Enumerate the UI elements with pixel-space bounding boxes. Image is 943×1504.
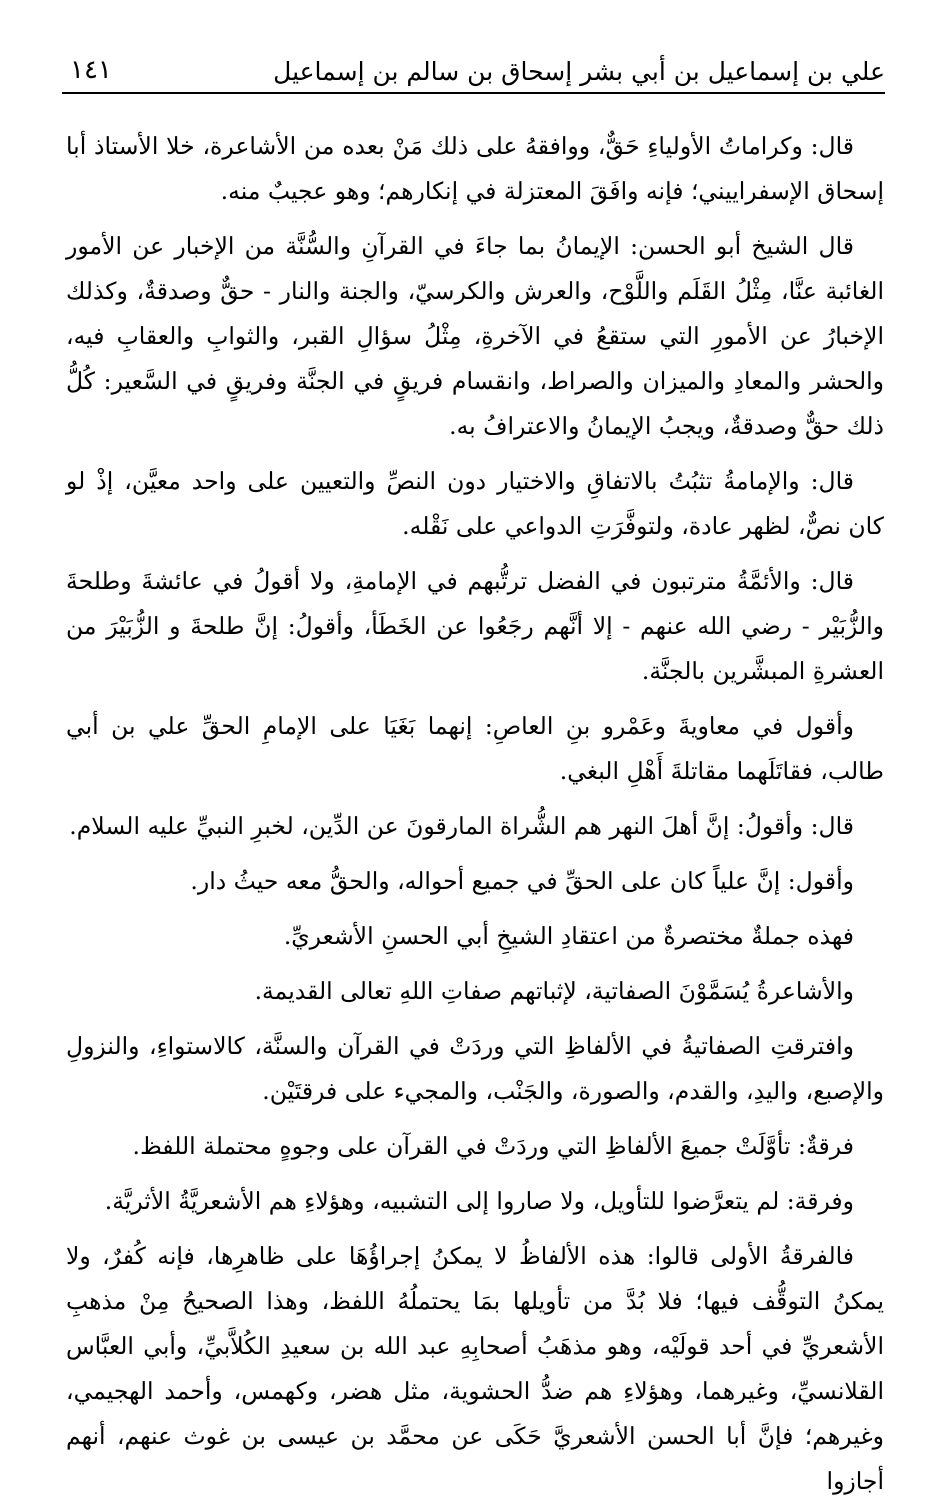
paragraph-imamah: قال: والإمامةُ تثبُتُ بالاتفاقِ والاختيار دون النصِّ والتعيين على واحد معيَّن، إذْ لو كان نصٌّ، لظهر عادة، ولتوفَّرَتِ الدواعي على نَقْله. [66, 467, 884, 540]
paragraph-karamat: قال: وكراماتُ الأولياءِ حَقٌّ، ووافقهُ على ذلك مَنْ بعده من الأشاعرة، خلا الأستاذ أبا إسحاق الإسفراييني؛ فإنه وافَقَ المعتزلة في إنكارهم؛ وهو عجيبٌ منه. [66, 132, 884, 205]
paragraph-firqah-1: فرقةٌ: تأوَّلَتْ جميعَ الألفاظِ التي وردَتْ في القرآن على وجوهٍ محتملة اللفظ. [132, 1132, 854, 1160]
running-header [62, 48, 885, 94]
paragraph-firqah-2: وفرقة: لم يتعرَّضوا للتأويل، ولا صاروا إلى التشبيه، وهؤلاءِ هم الأشعريَّةُ الأثريَّة. [104, 1187, 854, 1215]
header-rule [62, 92, 885, 94]
paragraph-muawiyah: وأقول في معاويةَ وعَمْرو بنِ العاصِ: إنهما بَغَيَا على الإمامِ الحقِّ علي بن أبي طالب، فقاتَلَهما مقاتلةَ أَهْلِ البغي. [66, 712, 884, 785]
paragraph-iman: قال الشيخ أبو الحسن: الإيمانُ بما جاءَ في القرآنِ والسُّنَّة من الإخبار عن الأمور الغائبة عنَّا، مِثْلُ القَلَم واللَّوْح، والعرش والكرسيّ، والجنة والنار - حقٌّ وصدقةٌ، وكذلك الإخبارُ عن الأمورِ التي ستقعُ في الآخرةِ، مِثْلُ سؤالِ القبر، والثوابِ والعقابِ فيه، والحشر والمعادِ والميزان والصراط، وانقسام فريقٍ في الجنَّة وفريقٍ في السَّعير: كُلُّ ذلك حقٌّ وصدقةٌ، ويجبُ الإيمانُ والاعترافُ به. [66, 232, 884, 440]
paragraph-sifatiyyah: والأشاعرةُ يُسَمَّوْنَ الصفاتية، لإثباتهم صفاتِ اللهِ تعالى القديمة. [254, 977, 854, 1005]
paragraph-iftiraq: وافترقتِ الصفاتيةُ في الألفاظِ التي وردَتْ في القرآن والسنَّة، كالاستواءِ، والنزولِ والإصبع، واليدِ، والقدم، والصورة، والجَنْب، والمجيء على فرقتَيْن. [66, 1032, 884, 1105]
paragraph-ali: وأقول: إنَّ علياً كان على الحقِّ في جميع أحواله، والحقُّ معه حيثُ دار. [190, 867, 854, 895]
page-number: ١٤١ [70, 55, 112, 85]
body-text [66, 124, 885, 1495]
running-title: علي بن إسماعيل بن أبي بشر إسحاق بن سالم بن إسماعيل [273, 57, 885, 86]
paragraph-aimmah: قال: والأئمَّةُ مترتبون في الفضل ترتُّبهم في الإمامةِ، ولا أقولُ في عائشةَ وطلحةَ والزُّبَيْر - رضي الله عنهم - إلا أنَّهم رجَعُوا عن الخَطَأ، وأقولُ: إنَّ طلحةَ و الزُّبَيْرَ من العشرةِ المبشَّرين بالجنَّة. [66, 567, 884, 685]
paragraph-summary: فهذه جملةٌ مختصرةٌ من اعتقادِ الشيخِ أبي الحسنِ الأشعريِّ. [283, 922, 854, 950]
paragraph-ahl-alnahr: قال: وأقولُ: إنَّ أهلَ النهر هم الشُّراة المارقونَ عن الدِّين، لخبرِ النبيِّ عليه السلام. [69, 812, 854, 840]
paragraph-first-group: فالفرقةُ الأولى قالوا: هذه الألفاظُ لا يمكنُ إجراؤُهَا على ظاهرِها، فإنه كُفرٌ، ولا يمكنُ التوقُّف فيها؛ فلا بُدَّ من تأويلها بمَا يحتملُهُ اللفظ، وهذا الصحيحُ مِنْ مذهبِ الأشعريِّ في أحد قولَيْه، وهو مذهَبُ أصحابِهِ عبد الله بن سعيدِ الكُلاَّبيِّ، وأبي العبَّاس القلانسيِّ، وغيرهما، وهؤلاءِ هم ضدُّ الحشوية، مثل هضر، وكهمس، وأحمد الهجيمي، وغيرهم؛ فإنَّ أبا الحسن الأشعريَّ حَكَى عن محمَّد بن عيسى بن غوث عنهم، أنهم أجازوا [66, 1242, 885, 1495]
